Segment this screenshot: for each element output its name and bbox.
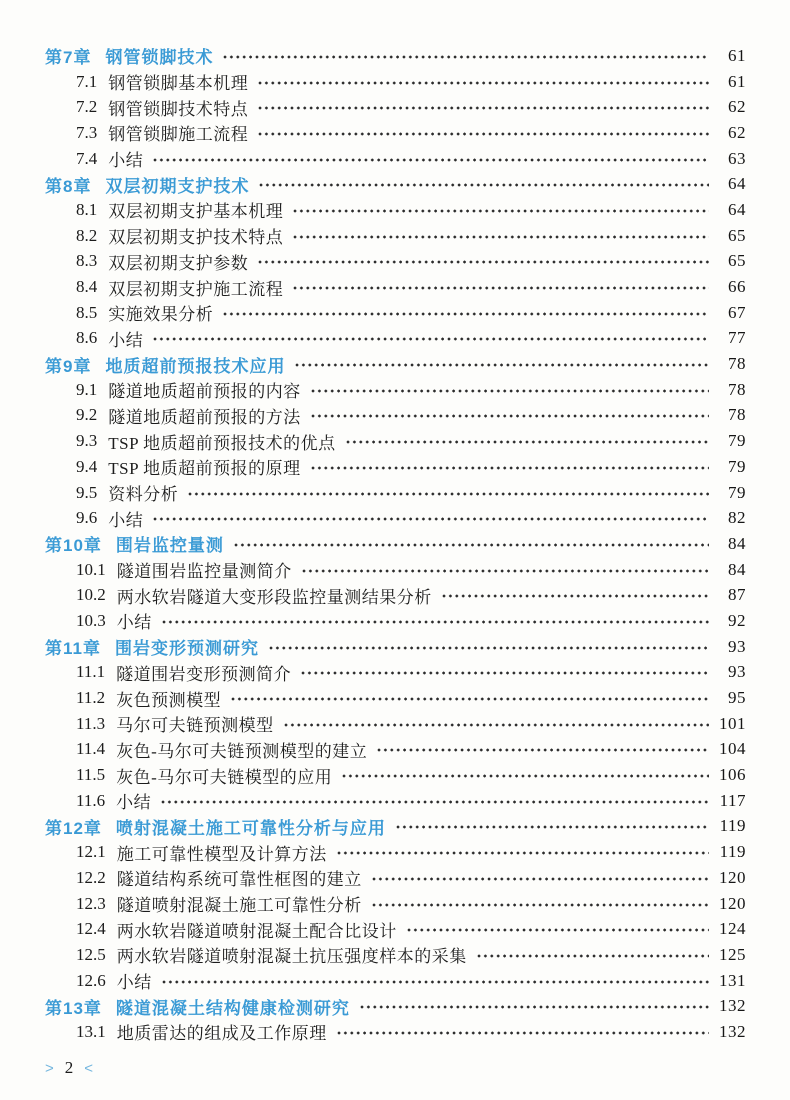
toc-chapter-row bbox=[0, 43, 746, 69]
entry-page-number: 131 bbox=[719, 970, 746, 990]
entry-title: 实施效果分析 bbox=[108, 305, 214, 325]
toc-section-row bbox=[0, 865, 746, 891]
entry-title: 两水软岩隧道喷射混凝土配合比设计 bbox=[116, 921, 397, 941]
dot-leader bbox=[257, 254, 709, 270]
entry-number: 第10章 bbox=[45, 536, 102, 556]
footer-right-bracket: < bbox=[84, 1059, 94, 1077]
entry-page-number: 87 bbox=[728, 585, 746, 605]
entry-page-number: 78 bbox=[728, 379, 746, 399]
entry-number: 9.1 bbox=[76, 379, 98, 399]
entry-number: 10.3 bbox=[76, 610, 106, 630]
entry-title: 隧道围岩变形预测简介 bbox=[116, 664, 292, 684]
entry-number: 12.5 bbox=[76, 944, 106, 964]
entry-title: 小结 bbox=[108, 151, 144, 171]
entry-number: 8.5 bbox=[76, 302, 98, 322]
dot-leader bbox=[359, 999, 709, 1015]
entry-number: 11.1 bbox=[76, 662, 106, 682]
entry-page-number: 65 bbox=[728, 225, 746, 245]
toc-section-row bbox=[0, 608, 746, 634]
dot-leader bbox=[310, 383, 709, 399]
entry-title: 隧道地质超前预报的方法 bbox=[108, 407, 301, 427]
dot-leader bbox=[294, 357, 709, 373]
entry-number: 11.3 bbox=[76, 713, 106, 733]
entry-number: 11.4 bbox=[76, 739, 106, 759]
dot-leader bbox=[230, 691, 709, 707]
dot-leader bbox=[371, 897, 709, 913]
toc-section-row bbox=[0, 146, 746, 172]
entry-number: 9.4 bbox=[76, 456, 98, 476]
entry-page-number: 62 bbox=[728, 122, 746, 142]
dot-leader bbox=[376, 742, 709, 758]
dot-leader bbox=[336, 1025, 709, 1041]
dot-leader bbox=[257, 100, 709, 116]
toc-chapter-row bbox=[0, 814, 746, 840]
entry-page-number: 132 bbox=[719, 1021, 746, 1041]
entry-number: 10.1 bbox=[76, 559, 106, 579]
dot-leader bbox=[268, 640, 709, 656]
toc-section-row bbox=[0, 403, 746, 429]
entry-title: 小结 bbox=[116, 793, 152, 813]
entry-page-number: 63 bbox=[728, 148, 746, 168]
entry-title: 隧道围岩监控量测简介 bbox=[116, 562, 292, 582]
entry-number: 7.4 bbox=[76, 148, 98, 168]
toc-section-row bbox=[0, 660, 746, 686]
toc-section-row bbox=[0, 69, 746, 95]
dot-leader bbox=[257, 75, 709, 91]
entry-page-number: 64 bbox=[728, 174, 746, 194]
dot-leader bbox=[292, 203, 709, 219]
entry-page-number: 132 bbox=[719, 996, 746, 1016]
dot-leader bbox=[441, 588, 709, 604]
dot-leader bbox=[292, 229, 709, 245]
entry-page-number: 84 bbox=[728, 559, 746, 579]
entry-page-number: 93 bbox=[728, 636, 746, 656]
entry-page-number: 79 bbox=[728, 482, 746, 502]
entry-title: 灰色-马尔可夫链模型的应用 bbox=[116, 767, 333, 787]
entry-page-number: 77 bbox=[728, 328, 746, 348]
entry-number: 第11章 bbox=[45, 639, 101, 659]
toc-section-row bbox=[0, 942, 746, 968]
page-footer bbox=[45, 1058, 93, 1078]
entry-title: 钢管锁脚技术特点 bbox=[108, 99, 249, 119]
toc-chapter-row bbox=[0, 634, 746, 660]
toc-section-row bbox=[0, 377, 746, 403]
toc-section-row bbox=[0, 428, 746, 454]
entry-number: 12.6 bbox=[76, 970, 106, 990]
entry-page-number: 93 bbox=[728, 662, 746, 682]
entry-title: 小结 bbox=[108, 330, 144, 350]
toc-section-row bbox=[0, 505, 746, 531]
toc-section-row bbox=[0, 788, 746, 814]
entry-title: 灰色-马尔可夫链预测模型的建立 bbox=[116, 741, 368, 761]
entry-title: 小结 bbox=[116, 613, 152, 633]
entry-number: 8.1 bbox=[76, 199, 98, 219]
dot-leader bbox=[161, 974, 709, 990]
entry-page-number: 79 bbox=[728, 431, 746, 451]
entry-title: 双层初期支护参数 bbox=[108, 253, 249, 273]
dot-leader bbox=[258, 177, 709, 193]
dot-leader bbox=[283, 717, 709, 733]
entry-number: 第7章 bbox=[45, 48, 92, 68]
entry-title: 双层初期支护技术特点 bbox=[108, 228, 284, 248]
entry-number: 第13章 bbox=[45, 998, 102, 1018]
toc-section-row bbox=[0, 839, 746, 865]
entry-page-number: 82 bbox=[728, 508, 746, 528]
toc-section-row bbox=[0, 916, 746, 942]
toc-section-row bbox=[0, 1019, 746, 1045]
entry-page-number: 95 bbox=[728, 688, 746, 708]
dot-leader bbox=[301, 563, 709, 579]
entry-page-number: 119 bbox=[719, 842, 746, 862]
entry-number: 9.6 bbox=[76, 508, 98, 528]
entry-title: 喷射混凝土施工可靠性分析与应用 bbox=[115, 818, 386, 838]
entry-title: TSP 地质超前预报的原理 bbox=[108, 459, 301, 479]
entry-number: 12.2 bbox=[76, 867, 106, 887]
toc-chapter-row bbox=[0, 351, 746, 377]
entry-number: 12.4 bbox=[76, 919, 106, 939]
entry-number: 第8章 bbox=[45, 176, 92, 196]
toc-section-row bbox=[0, 582, 746, 608]
entry-page-number: 120 bbox=[719, 893, 746, 913]
dot-leader bbox=[310, 460, 709, 476]
entry-page-number: 78 bbox=[728, 405, 746, 425]
entry-number: 11.5 bbox=[76, 765, 106, 785]
toc-section-row bbox=[0, 454, 746, 480]
toc-section-row bbox=[0, 557, 746, 583]
entry-number: 8.6 bbox=[76, 328, 98, 348]
toc-section-row bbox=[0, 711, 746, 737]
entry-number: 10.2 bbox=[76, 585, 106, 605]
entry-page-number: 67 bbox=[728, 302, 746, 322]
entry-number: 7.1 bbox=[76, 71, 98, 91]
entry-page-number: 65 bbox=[728, 251, 746, 271]
entry-page-number: 66 bbox=[728, 277, 746, 297]
entry-number: 9.5 bbox=[76, 482, 98, 502]
toc-section-row bbox=[0, 197, 746, 223]
entry-number: 8.2 bbox=[76, 225, 98, 245]
toc-section-row bbox=[0, 274, 746, 300]
entry-title: 钢管锁脚技术 bbox=[105, 48, 214, 68]
dot-leader bbox=[341, 768, 709, 784]
entry-title: 施工可靠性模型及计算方法 bbox=[116, 844, 327, 864]
toc-section-row bbox=[0, 223, 746, 249]
entry-number: 8.3 bbox=[76, 251, 98, 271]
dot-leader bbox=[345, 434, 709, 450]
dot-leader bbox=[310, 408, 709, 424]
entry-title: 资料分析 bbox=[108, 485, 179, 505]
entry-page-number: 61 bbox=[728, 45, 746, 65]
entry-page-number: 125 bbox=[719, 944, 746, 964]
entry-title: 围岩变形预测研究 bbox=[114, 639, 259, 659]
entry-title: 地质超前预报技术应用 bbox=[105, 356, 286, 376]
entry-title: 钢管锁脚基本机理 bbox=[108, 74, 249, 94]
entry-page-number: 79 bbox=[728, 456, 746, 476]
dot-leader bbox=[187, 486, 709, 502]
toc-chapter-row bbox=[0, 993, 746, 1019]
dot-leader bbox=[336, 845, 709, 861]
dot-leader bbox=[233, 537, 709, 553]
dot-leader bbox=[300, 665, 709, 681]
entry-page-number: 106 bbox=[719, 765, 746, 785]
entry-title: 双层初期支护基本机理 bbox=[108, 202, 284, 222]
entry-page-number: 120 bbox=[719, 867, 746, 887]
entry-number: 第9章 bbox=[45, 356, 92, 376]
entry-title: 双层初期支护技术 bbox=[105, 176, 250, 196]
toc-section-row bbox=[0, 737, 746, 763]
dot-leader bbox=[395, 819, 709, 835]
entry-page-number: 104 bbox=[719, 739, 746, 759]
entry-title: 隧道喷射混凝土施工可靠性分析 bbox=[116, 896, 362, 916]
toc-section-row bbox=[0, 249, 746, 275]
dot-leader bbox=[292, 280, 709, 296]
dot-leader bbox=[222, 49, 709, 65]
dot-leader bbox=[152, 152, 709, 168]
entry-title: 两水软岩隧道大变形段监控量测结果分析 bbox=[116, 587, 432, 607]
dot-leader bbox=[160, 794, 709, 810]
toc-section-row bbox=[0, 326, 746, 352]
entry-number: 11.2 bbox=[76, 688, 106, 708]
entry-title: 隧道结构系统可靠性框图的建立 bbox=[116, 870, 362, 890]
dot-leader bbox=[257, 126, 709, 142]
entry-number: 7.2 bbox=[76, 97, 98, 117]
toc-chapter-row bbox=[0, 171, 746, 197]
entry-title: 灰色预测模型 bbox=[116, 690, 222, 710]
dot-leader bbox=[476, 948, 709, 964]
footer-left-bracket: > bbox=[45, 1059, 54, 1077]
toc-section-row bbox=[0, 891, 746, 917]
entry-number: 8.4 bbox=[76, 277, 98, 297]
entry-number: 7.3 bbox=[76, 122, 98, 142]
dot-leader bbox=[161, 614, 709, 630]
toc-section-row bbox=[0, 300, 746, 326]
entry-number: 12.3 bbox=[76, 893, 106, 913]
dot-leader bbox=[152, 331, 709, 347]
entry-page-number: 64 bbox=[728, 199, 746, 219]
dot-leader bbox=[371, 871, 709, 887]
entry-title: 双层初期支护施工流程 bbox=[108, 279, 284, 299]
entry-title: TSP 地质超前预报技术的优点 bbox=[108, 433, 336, 453]
entry-page-number: 78 bbox=[728, 354, 746, 374]
entry-page-number: 84 bbox=[728, 533, 746, 553]
entry-number: 9.2 bbox=[76, 405, 98, 425]
toc-section-row bbox=[0, 480, 746, 506]
entry-title: 钢管锁脚施工流程 bbox=[108, 125, 249, 145]
toc-section-row bbox=[0, 762, 746, 788]
entry-number: 11.6 bbox=[76, 790, 106, 810]
toc-chapter-row bbox=[0, 531, 746, 557]
entry-title: 围岩监控量测 bbox=[115, 536, 224, 556]
footer-page-number: 2 bbox=[64, 1058, 74, 1077]
entry-page-number: 92 bbox=[728, 610, 746, 630]
dot-leader bbox=[152, 511, 709, 527]
toc-section-row bbox=[0, 685, 746, 711]
entry-page-number: 61 bbox=[728, 71, 746, 91]
entry-page-number: 62 bbox=[728, 97, 746, 117]
toc-section-row bbox=[0, 968, 746, 994]
entry-title: 马尔可夫链预测模型 bbox=[116, 716, 274, 736]
entry-page-number: 117 bbox=[719, 790, 746, 810]
entry-number: 13.1 bbox=[76, 1021, 106, 1041]
entry-title: 地质雷达的组成及工作原理 bbox=[116, 1024, 327, 1044]
entry-number: 第12章 bbox=[45, 818, 102, 838]
entry-number: 9.3 bbox=[76, 431, 98, 451]
toc-section-row bbox=[0, 120, 746, 146]
entry-number: 12.1 bbox=[76, 842, 106, 862]
entry-title: 隧道混凝土结构健康检测研究 bbox=[115, 998, 350, 1018]
entry-title: 小结 bbox=[116, 973, 152, 993]
toc-section-row bbox=[0, 94, 746, 120]
entry-title: 小结 bbox=[108, 510, 144, 530]
dot-leader bbox=[406, 922, 709, 938]
dot-leader bbox=[222, 306, 709, 322]
entry-page-number: 101 bbox=[719, 713, 746, 733]
entry-page-number: 119 bbox=[719, 816, 746, 836]
entry-title: 两水软岩隧道喷射混凝土抗压强度样本的采集 bbox=[116, 947, 467, 967]
entry-title: 隧道地质超前预报的内容 bbox=[108, 382, 301, 402]
entry-page-number: 124 bbox=[719, 919, 746, 939]
